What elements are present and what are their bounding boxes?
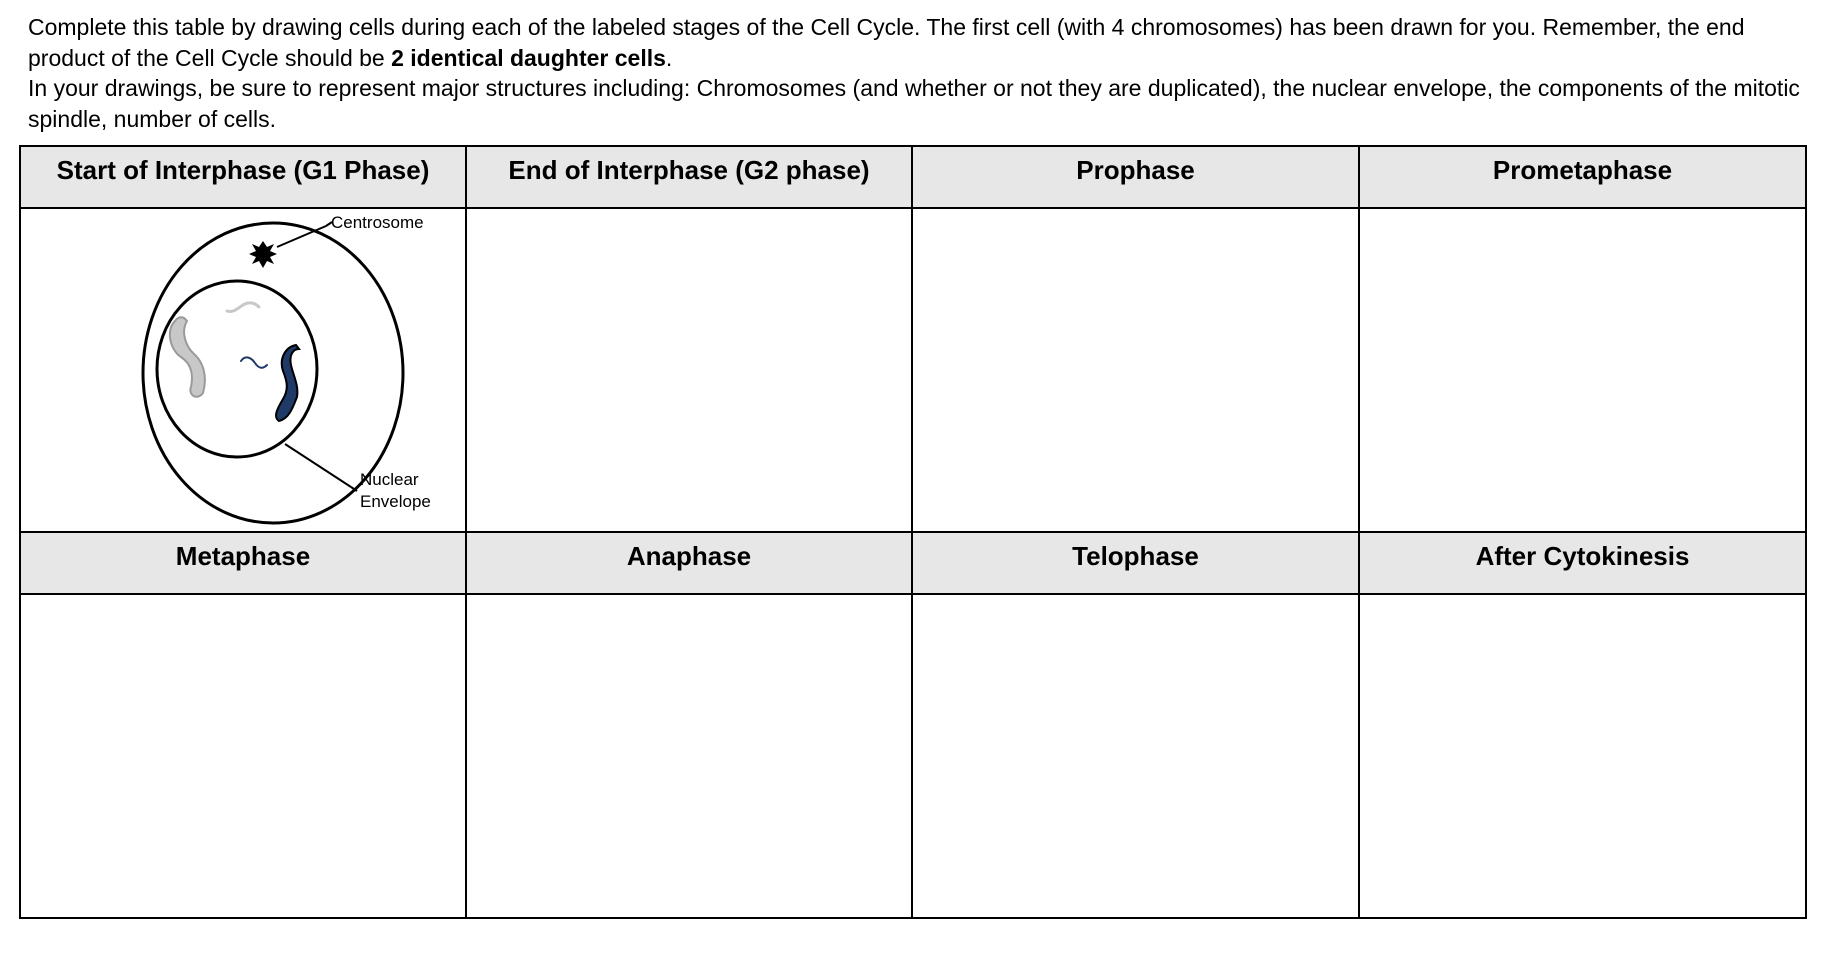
drawing-cell-g1-phase (20, 208, 466, 532)
drawing-cell-after-cytokinesis[interactable] (1359, 594, 1806, 918)
drawing-cell-anaphase[interactable] (466, 594, 912, 918)
header-after-cytokinesis: After Cytokinesis (1359, 532, 1806, 594)
label-nuclear-envelope-line2: Envelope (360, 492, 431, 511)
nuclear-envelope-pointer-line (285, 444, 351, 487)
header-prophase: Prophase (912, 146, 1359, 208)
header-row-2 (20, 532, 1806, 594)
header-row-1 (20, 146, 1806, 208)
instruction-bold-daughter-cells: 2 identical daughter cells (391, 44, 666, 71)
header-g1-phase: Start of Interphase (G1 Phase) (20, 146, 466, 208)
drawing-cell-metaphase[interactable] (20, 594, 466, 918)
chromosome-large-dark (276, 345, 299, 421)
centrosome-pointer-line (277, 226, 326, 247)
instruction-paragraph-2: In your drawings, be sure to represent major structures including: Chromosomes (and whether or not they are duplicated), the nuclear envelope, the components of the mitotic spindle, number of cells. (28, 75, 1800, 132)
label-centrosome: Centrosome (331, 213, 424, 232)
header-prometaphase: Prometaphase (1359, 146, 1806, 208)
drawing-row-2 (20, 594, 1806, 918)
drawing-row-1 (20, 208, 1806, 532)
chromosome-large-grey (170, 317, 205, 397)
header-g2-phase: End of Interphase (G2 phase) (466, 146, 912, 208)
drawing-cell-g2-phase[interactable] (466, 208, 912, 532)
example-cell-drawing (21, 209, 465, 531)
instruction-period: . (665, 44, 673, 71)
drawing-cell-prophase[interactable] (912, 208, 1359, 532)
header-telophase: Telophase (912, 532, 1359, 594)
instruction-paragraph-1 (28, 12, 1818, 73)
instructions (28, 12, 1818, 134)
label-nuclear-envelope-line1: Nuclear (360, 470, 419, 489)
drawing-cell-telophase[interactable] (912, 594, 1359, 918)
g1-cell-diagram (21, 209, 465, 529)
cell-cycle-table (19, 145, 1807, 919)
header-metaphase: Metaphase (20, 532, 466, 594)
instruction-text-1: Complete this table by drawing cells during each of the labeled stages of the Cell Cycle. The first cell (with 4 chromosomes) has been drawn for you. Remember, the end product of the Cell Cycle should be (28, 14, 1745, 71)
chromosome-small-grey (227, 303, 259, 312)
chromosome-small-dark (241, 357, 267, 367)
header-anaphase: Anaphase (466, 532, 912, 594)
drawing-cell-prometaphase[interactable] (1359, 208, 1806, 532)
centrosome-icon (249, 241, 277, 268)
